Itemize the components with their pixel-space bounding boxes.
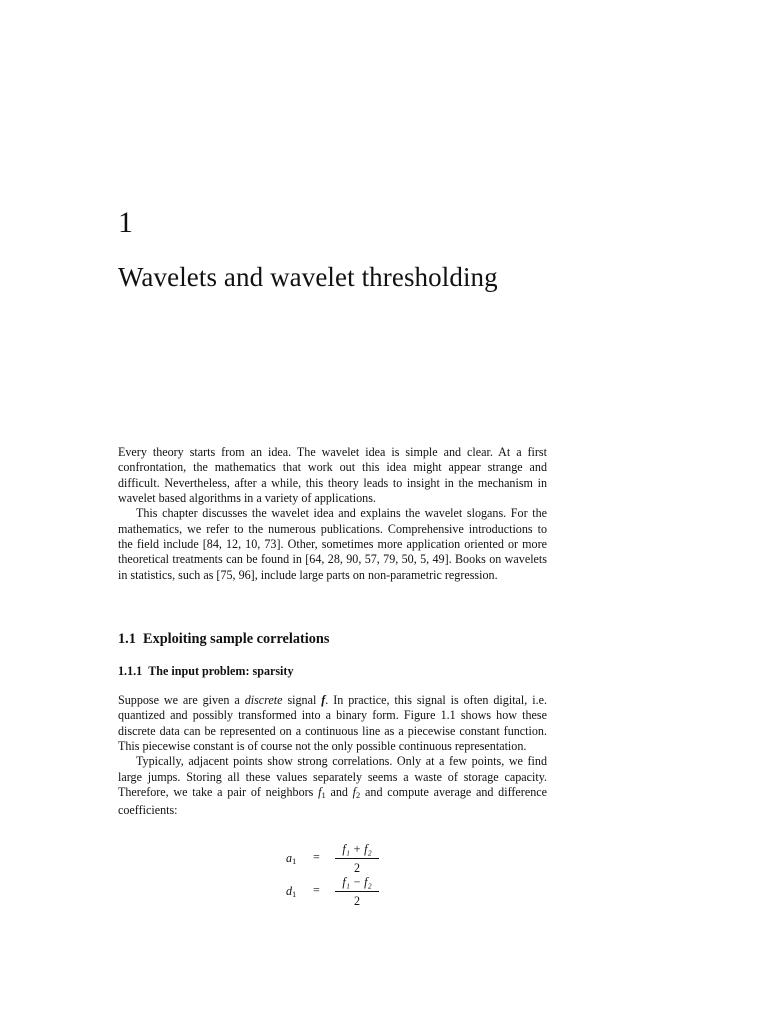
body-p1-b: signal bbox=[282, 693, 322, 707]
body-p1-c: . In practice, this signal is often digital, i.e. quantized and possibly transformed into a binary form. Figure 1.1 shows how these discrete data can be represented on a continuous line as a piecewise constant function. This piecewise constant is of course not the only possible continuous representation. bbox=[118, 693, 547, 754]
equation-d1-numerator: f₁ − f₂ bbox=[342, 875, 372, 889]
section-title: Exploiting sample correlations bbox=[143, 631, 330, 647]
section-heading bbox=[118, 631, 329, 648]
equation-a1-fraction bbox=[335, 842, 379, 876]
equation-a1-lhs: $a_1$ bbox=[286, 851, 297, 866]
signal-symbol: f bbox=[321, 693, 326, 707]
chapter-title: Wavelets and wavelet thresholding bbox=[118, 262, 498, 292]
body-p2-and: and bbox=[325, 785, 353, 800]
body-p2-b: and compute average and difference coefficients: bbox=[118, 785, 547, 818]
subsection-title: The input problem: sparsity bbox=[148, 664, 294, 678]
equation-d1-lhs: $d_1$ bbox=[286, 884, 297, 899]
body-p2-a: Typically, adjacent points show strong correlations. Only at a few points, we find large jumps. Storing all these values separately seems a waste of storage capacity. Therefore, we take a pair of neighbors bbox=[118, 754, 547, 800]
chapter-number: 1 bbox=[118, 206, 133, 239]
body-paragraph-1 bbox=[118, 693, 547, 754]
subsection-number: 1.1.1 bbox=[118, 664, 143, 678]
body-p1-emphasis: discrete bbox=[244, 693, 283, 707]
body-text bbox=[118, 693, 547, 819]
equation-a1-numerator: f₁ + f₂ bbox=[342, 842, 372, 856]
f1-symbol: $f_1$ bbox=[318, 785, 326, 801]
intro-text bbox=[118, 445, 547, 583]
fraction-bar bbox=[335, 858, 379, 859]
body-paragraph-2 bbox=[118, 754, 547, 818]
body-p1-a: Suppose we are given a bbox=[118, 693, 245, 707]
intro-paragraph-1: Every theory starts from an idea. The wavelet idea is simple and clear. At a first confrontation, the mathematics that work out this idea might appear strange and difficult. Nevertheless, after a while, this theory leads to insight in the mechanism in wavelet based algorithms in a variety of applications. bbox=[118, 445, 547, 506]
subsection-heading bbox=[118, 664, 294, 679]
intro-paragraph-2: This chapter discusses the wavelet idea and explains the wavelet slogans. For the mathematics, we refer to the numerous publications. Comprehensive introductions to the field include [84, 12, 10, 73]. Other, sometimes more application oriented or more theoretical treatments can be found in [64, 28, 90, 57, 79, 50, 5, 49]. Books on wavelets in statistics, such as [75, 96], include large parts on non-parametric regression. bbox=[118, 506, 547, 582]
equation-a1-denominator: 2 bbox=[353, 861, 361, 875]
fraction-bar bbox=[335, 891, 379, 892]
section-number: 1.1 bbox=[118, 631, 136, 647]
equation-d1-fraction bbox=[335, 875, 379, 909]
f2-symbol: $f_2$ bbox=[352, 785, 361, 801]
equation-a1-equals: = bbox=[313, 850, 320, 864]
equation-d1-equals: = bbox=[313, 883, 320, 897]
equation-d1-denominator: 2 bbox=[353, 894, 361, 908]
